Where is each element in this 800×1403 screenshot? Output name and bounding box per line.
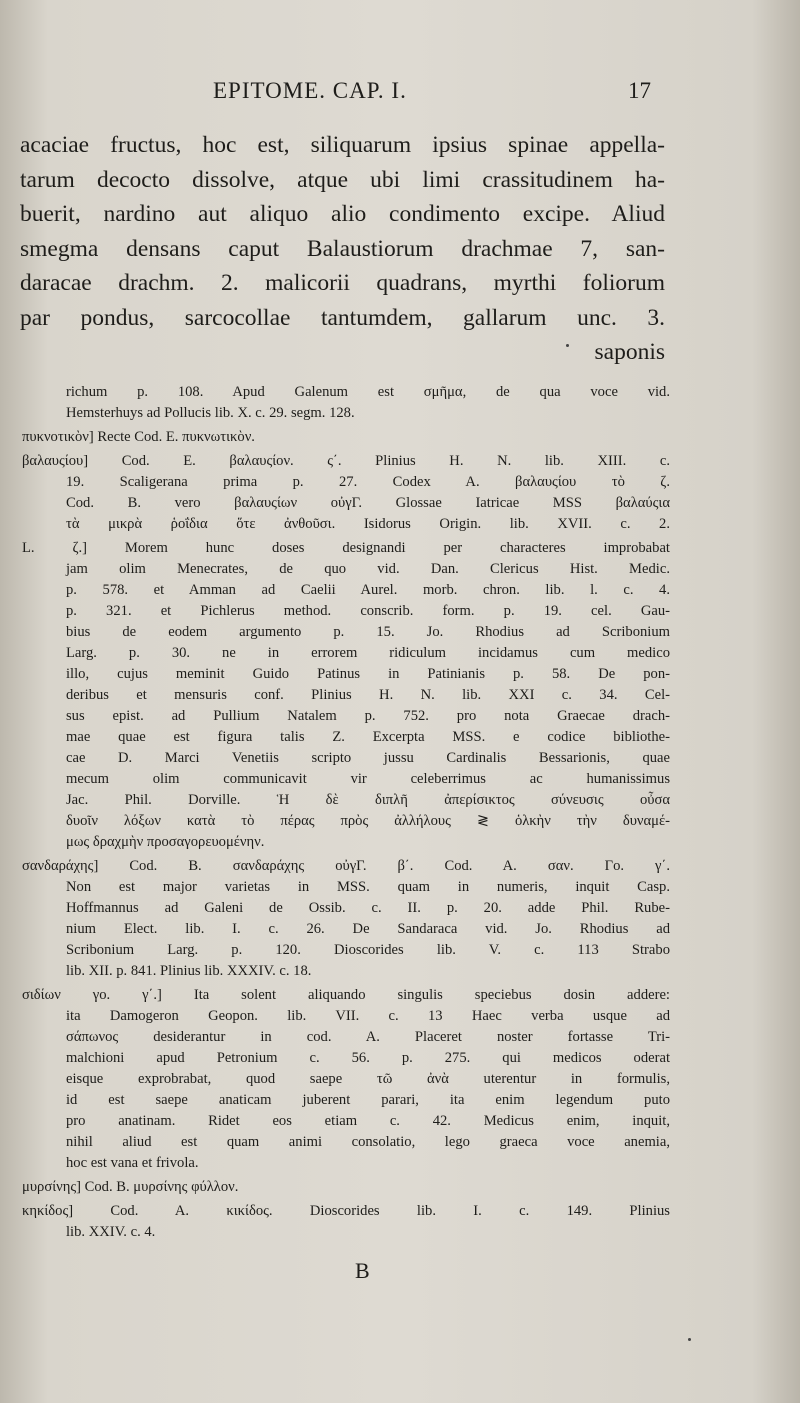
footnote-line: τὰ μικρὰ ῥοΐδια ὅτε ἀνθοῦσι. Isidorus Origin. lib. XVII. c. 2. — [66, 516, 670, 532]
footnote-line: pro anatinam. Ridet eos etiam c. 42. Medicus enim, inquit, — [66, 1113, 670, 1129]
main-text — [20, 128, 665, 370]
footnote-line: p. 321. et Pichlerus method. conscrib. form. p. 19. cel. Gau- — [66, 603, 670, 619]
footnote-line: hoc est vana et frivola. — [66, 1155, 199, 1171]
footnote-line: nihil aliud est quam animi consolatio, lego graeca voce anemia, — [66, 1134, 670, 1150]
footnote-line: βαλαυςίου] Cod. E. βαλαυςίον. ς΄. Plinius H. N. lib. XIII. c. — [22, 453, 670, 469]
footnote-line: eisque exprobrabat, quod saepe τῶ ἀνὰ uterentur in formulis, — [66, 1071, 670, 1087]
footnote-line: L. ζ.] Morem hunc doses designandi per characteres improbabat — [22, 540, 670, 556]
footnote — [22, 427, 670, 448]
footnote-line: bius de eodem argumento p. 15. Jo. Rhodius ad Scribonium — [66, 624, 670, 640]
footnote-line: Non est major varietas in MSS. quam in numeris, inquit Casp. — [66, 879, 670, 895]
footnote — [22, 451, 670, 535]
footnote-line: mecum olim communicavit vir celeberrimus ac humanissimus — [66, 771, 670, 787]
main-text-line: smegma densans caput Balaustiorum drachmae 7, san- — [20, 235, 665, 262]
main-text-line: daracae drachm. 2. malicorii quadrans, myrthi foliorum — [20, 270, 665, 296]
footnote-line: Hoffmannus ad Galeni de Ossib. c. II. p. 20. adde Phil. Rube- — [66, 900, 670, 916]
footnote-line: σανδαράχης] Cod. B. σανδαράχης οὐγΓ. β΄. Cod. A. σαν. Γο. γ΄. — [22, 858, 670, 874]
footnote — [22, 382, 670, 424]
signature-mark: B — [355, 1258, 370, 1283]
footnote-line: lib. XII. p. 841. Plinius lib. XXXIV. c. 18. — [66, 963, 312, 979]
paper-speck — [566, 344, 569, 347]
footnote-line: p. 578. et Amman ad Caelii Aurel. morb. chron. lib. l. c. 4. — [66, 582, 670, 598]
footnote-line: id est saepe anaticam juberent parari, ita enim legendum puto — [66, 1092, 670, 1108]
catchword: saponis — [594, 339, 665, 365]
footnote-line: Cod. B. vero βαλαυςίων οὐγΓ. Glossae Iatricae MSS βαλαύςια — [66, 495, 670, 511]
footnote-line: sus epist. ad Pullium Natalem p. 752. pro nota Graecae drach- — [66, 708, 670, 724]
paper-speck — [688, 1338, 691, 1341]
footnote-line: δυοῖν λόξων κατὰ τὸ πέρας πρὸς ἀλλήλους ≷ ὁλκὴν τὴν δυναμέ- — [66, 813, 670, 829]
main-text-line: acaciae fructus, hoc est, siliquarum ipsius spinae appella- — [20, 132, 665, 158]
footnote-line: μως δραχμὴν προσαγορευομένην. — [66, 834, 265, 850]
footnote-line: κηκίδος] Cod. A. κικίδος. Dioscorides lib. I. c. 149. Plinius — [22, 1203, 670, 1219]
running-title: EPITOME. CAP. I. — [213, 78, 407, 103]
footnote — [22, 856, 670, 982]
main-text-line: tarum decocto dissolve, atque ubi limi crassitudinem ha- — [20, 166, 665, 193]
footnote-line: illo, cujus meminit Guido Patinus in Patinianis p. 58. De pon- — [66, 666, 670, 682]
page-header — [0, 74, 800, 114]
footnote-line: 19. Scaligerana prima p. 27. Codex A. βαλαυςίου τὸ ζ. — [66, 474, 670, 490]
footnote-line: σιδίων γο. γ΄.] Ita solent aliquando singulis speciebus dosin addere: — [22, 987, 670, 1003]
footnote — [22, 1177, 670, 1198]
footnote-line: nium Elect. lib. I. c. 26. De Sandaraca vid. Jo. Rhodius ad — [66, 921, 670, 937]
footnotes — [22, 382, 670, 1246]
footnote-line: richum p. 108. Apud Galenum est σμῆμα, de qua voce vid. — [66, 384, 670, 400]
footnote-line: μυρσίνης] Cod. B. μυρσίνης φύλλον. — [22, 1179, 239, 1195]
footnote-line: malchioni apud Petronium c. 56. p. 275. qui medicos oderat — [66, 1050, 670, 1066]
footnote-line: Scribonium Larg. p. 120. Dioscorides lib. V. c. 113 Strabo — [66, 942, 670, 958]
main-text-line: par pondus, sarcocollae tantumdem, gallarum unc. 3. — [20, 304, 665, 331]
footnote-line: πυκνοτικὸν] Recte Cod. E. πυκνωτικὸν. — [22, 429, 255, 445]
main-text-line: buerit, nardino aut aliquo alio condimento excipe. Aliud — [20, 201, 665, 227]
footnote-line: lib. XXIV. c. 4. — [66, 1224, 156, 1240]
footnote-line: Larg. p. 30. ne in errorem ridiculum incidamus cum medico — [66, 645, 670, 661]
footnote-line: cae D. Marci Venetiis scripto jussu Cardinalis Bessarionis, quae — [66, 750, 670, 766]
footnote-line: deribus et mensuris conf. Plinius H. N. lib. XXI c. 34. Cel- — [66, 687, 670, 703]
footnote — [22, 538, 670, 853]
page-number: 17 — [628, 78, 651, 103]
footnote-line: Hemsterhuys ad Pollucis lib. X. c. 29. segm. 128. — [66, 405, 355, 421]
footnote-line: σάπωνος desiderantur in cod. A. Placeret noster fortasse Tri- — [66, 1029, 670, 1045]
footnote-line: Jac. Phil. Dorville. Ἡ δὲ διπλῆ ἀπερίσικτος σύνευσις οὖσα — [66, 792, 670, 808]
footnote — [22, 1201, 670, 1243]
footnote-line: mae quae est figura talis Z. Excerpta MSS. e codice bibliothe- — [66, 729, 670, 745]
footnote-line: jam olim Menecrates, de quo vid. Dan. Clericus Hist. Medic. — [66, 561, 670, 577]
footnote-line: ita Damogeron Geopon. lib. VII. c. 13 Haec verba usque ad — [66, 1008, 670, 1024]
footnote — [22, 985, 670, 1174]
